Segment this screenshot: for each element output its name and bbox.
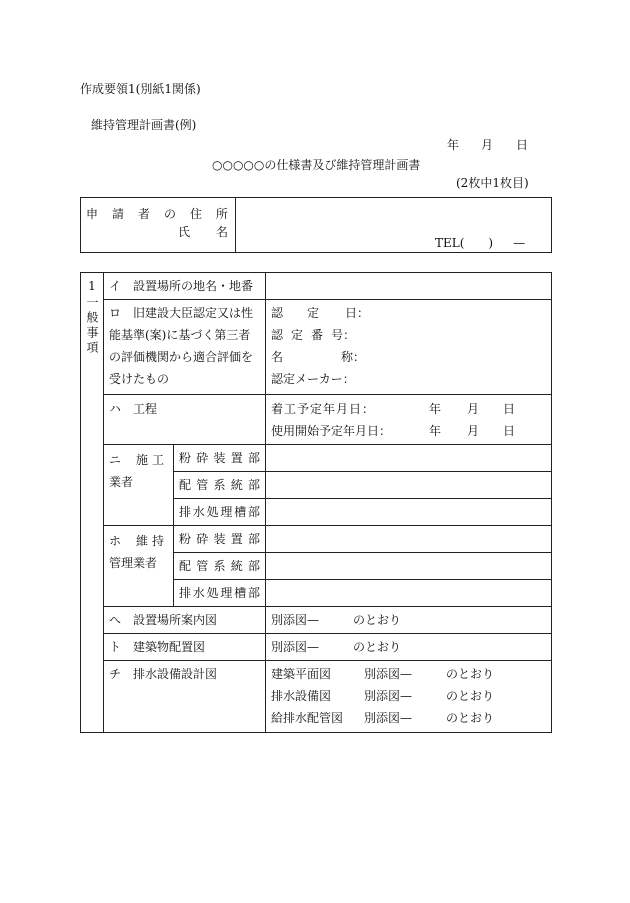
schedule-label: ハ 工程 [104,395,266,445]
layout-map-label: ト 建築物配置図 [104,634,266,661]
certification-date-field: 認 定 日： [271,306,370,320]
applicant-label-cell [81,198,236,253]
contractor-tank-part: 排 水 処 理 槽 部 [174,499,266,526]
date-month-label: 月 [481,138,494,152]
maintenance-piping-part: 配 管 系 統 部 [174,553,266,580]
contractor-crusher-part: 粉 砕 装 置 部 [174,445,266,472]
applicant-table [80,197,552,253]
main-title: ○○○○○の仕様書及び維持管理計画書 [212,158,421,172]
maintenance-crusher-value [266,526,552,553]
construction-start-field: 着工予定年月日： 年 月 日 [271,402,516,416]
maintenance-piping-value [266,553,552,580]
location-value [266,273,552,300]
contractor-crusher-value [266,445,552,472]
general-matters-table [80,272,552,733]
contractor-label-cell: ニ 施工 業者 [104,445,174,526]
drainage-design-items [266,661,552,733]
tel-field: TEL( ) — [435,236,526,250]
document-subtitle: 維持管理計画書(例) [91,118,197,132]
use-start-field: 使用開始予定年月日： 年 月 日 [271,424,516,438]
certification-label-cell: ロ 旧建設大臣認定又は性 能基準(案)に基づく第三者 の評価機関から適合評価を 受けたもの [104,300,266,395]
maintenance-tank-part: 排 水 処 理 槽 部 [174,580,266,607]
drainage-design-label: チ 排水設備設計図 [104,661,266,733]
section-number: 1 [88,279,96,293]
contractor-piping-part: 配 管 系 統 部 [174,472,266,499]
applicant-value-cell [236,198,552,253]
applicant-address-label: 申 請 者 の 住 所 [86,207,228,221]
maintenance-label-cell: ホ 維持 管理業者 [104,526,174,607]
applicant-name-label: 氏 名 [178,225,228,239]
date-day-label: 日 [516,138,529,152]
drainage-item: 給排水配管図 別添図— のとおり [271,711,495,725]
section-title: 一般事項 [85,296,99,356]
page-count: (2枚中1枚目) [456,176,529,190]
maintenance-crusher-part: 粉 砕 装 置 部 [174,526,266,553]
drainage-item: 建築平面図 別添図— のとおり [271,667,495,681]
section-header-cell [81,273,104,733]
certification-name-field: 名 称： [271,350,366,364]
certification-maker-field: 認定メーカー： [271,372,355,386]
drainage-item: 排水設備図 別添図— のとおり [271,689,495,703]
schedule-fields-cell [266,395,552,445]
certification-number-field: 認 定 番 号： [271,328,356,342]
date-year-label: 年 [447,138,460,152]
certification-fields-cell [266,300,552,395]
layout-map-value: 別添図— のとおり [266,634,552,661]
site-map-label: へ 設置場所案内図 [104,607,266,634]
location-label: イ 設置場所の地名・地番 [104,273,266,300]
site-map-value: 別添図— のとおり [266,607,552,634]
maintenance-tank-value [266,580,552,607]
contractor-tank-value [266,499,552,526]
contractor-piping-value [266,472,552,499]
annex-reference: 作成要領1(別紙1関係) [80,82,201,96]
